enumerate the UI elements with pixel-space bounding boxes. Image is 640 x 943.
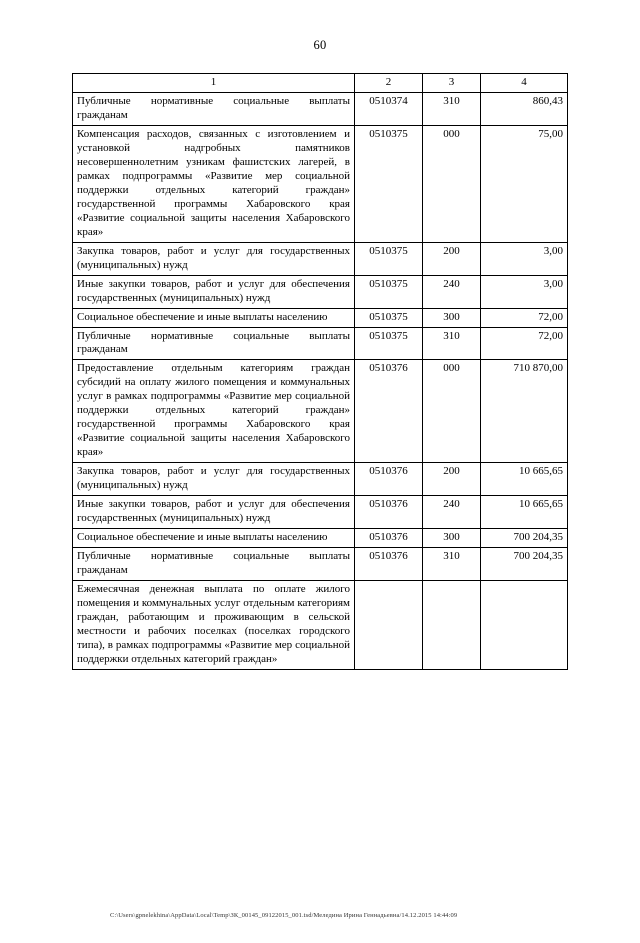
- row-amount: 3,00: [481, 275, 568, 308]
- row-kind: 200: [423, 463, 481, 496]
- row-name: Иные закупки товаров, работ и услуг для обеспечения государственных (муниципальных) нужд: [73, 275, 355, 308]
- row-amount: 75,00: [481, 125, 568, 242]
- row-amount: 700 204,35: [481, 548, 568, 581]
- table-row: [73, 463, 568, 496]
- row-name: Публичные нормативные социальные выплаты гражданам: [73, 548, 355, 581]
- row-name: Закупка товаров, работ и услуг для государственных (муниципальных) нужд: [73, 242, 355, 275]
- row-name: Предоставление отдельным категориям граждан субсидий на оплату жилого помещения и коммунальных услуг в рамках подпрограммы «Развитие мер социальной поддержки отдельных категорий граждан» государственной программы Хабаровского края «Развитие социальной защиты населения Хабаровского края»: [73, 360, 355, 463]
- row-amount: 700 204,35: [481, 529, 568, 548]
- table-row: [73, 92, 568, 125]
- table-row: [73, 327, 568, 360]
- column-header-3: 3: [423, 74, 481, 93]
- row-code: 0510375: [355, 275, 423, 308]
- row-name: Закупка товаров, работ и услуг для государственных (муниципальных) нужд: [73, 463, 355, 496]
- row-code: 0510375: [355, 242, 423, 275]
- table-row: [73, 529, 568, 548]
- row-code: 0510376: [355, 548, 423, 581]
- document-page: [0, 38, 640, 943]
- row-amount: 10 665,65: [481, 463, 568, 496]
- row-code: 0510374: [355, 92, 423, 125]
- row-kind: 300: [423, 529, 481, 548]
- row-kind: 240: [423, 496, 481, 529]
- row-kind: 300: [423, 308, 481, 327]
- row-amount: [481, 581, 568, 670]
- row-kind: 310: [423, 548, 481, 581]
- row-kind: 310: [423, 92, 481, 125]
- row-name: Социальное обеспечение и иные выплаты населению: [73, 529, 355, 548]
- row-code: 0510375: [355, 125, 423, 242]
- row-amount: 72,00: [481, 327, 568, 360]
- row-name: Публичные нормативные социальные выплаты гражданам: [73, 92, 355, 125]
- table-row: [73, 581, 568, 670]
- row-name: Компенсация расходов, связанных с изготовлением и установкой надгробных памятников несовершеннолетним узникам фашистских лагерей, в рамках подпрограммы «Развитие мер социальной поддержки отдельных категорий граждан» государственной программы Хабаровского края «Развитие социальной защиты населения Хабаровского края»: [73, 125, 355, 242]
- row-code: 0510375: [355, 308, 423, 327]
- row-kind: 000: [423, 125, 481, 242]
- row-name: Иные закупки товаров, работ и услуг для обеспечения государственных (муниципальных) нужд: [73, 496, 355, 529]
- footer-file-path: C:\Users\gpnelekhina\AppData\Local\Temp\ЗК_00145_09122015_001.tsd/Меледина Ирина Геннадьевна/14.12.2015 14:44:09: [110, 912, 458, 919]
- table-row: [73, 496, 568, 529]
- row-code: 0510376: [355, 463, 423, 496]
- row-code: 0510376: [355, 529, 423, 548]
- table-row: [73, 275, 568, 308]
- row-amount: 3,00: [481, 242, 568, 275]
- row-code: 0510375: [355, 327, 423, 360]
- row-amount: 860,43: [481, 92, 568, 125]
- row-kind: 310: [423, 327, 481, 360]
- row-code: [355, 581, 423, 670]
- page-number: 60: [313, 38, 327, 52]
- row-amount: 710 870,00: [481, 360, 568, 463]
- row-amount: 72,00: [481, 308, 568, 327]
- budget-table: [72, 73, 568, 670]
- column-header-1: 1: [73, 74, 355, 93]
- row-code: 0510376: [355, 360, 423, 463]
- table-row: [73, 360, 568, 463]
- row-kind: 200: [423, 242, 481, 275]
- row-name: Ежемесячная денежная выплата по оплате жилого помещения и коммунальных услуг отдельным категориям граждан, работающим и проживающим в сельской местности и рабочих поселках (поселках городского типа), в рамках подпрограммы «Развитие мер социальной поддержки отдельных категорий граждан»: [73, 581, 355, 670]
- table-row: [73, 308, 568, 327]
- table-row: [73, 242, 568, 275]
- table-row: [73, 548, 568, 581]
- table-header-row: [73, 74, 568, 93]
- row-amount: 10 665,65: [481, 496, 568, 529]
- row-name: Социальное обеспечение и иные выплаты населению: [73, 308, 355, 327]
- column-header-2: 2: [355, 74, 423, 93]
- row-code: 0510376: [355, 496, 423, 529]
- row-kind: 240: [423, 275, 481, 308]
- column-header-4: 4: [481, 74, 568, 93]
- row-kind: 000: [423, 360, 481, 463]
- row-kind: [423, 581, 481, 670]
- row-name: Публичные нормативные социальные выплаты гражданам: [73, 327, 355, 360]
- table-row: [73, 125, 568, 242]
